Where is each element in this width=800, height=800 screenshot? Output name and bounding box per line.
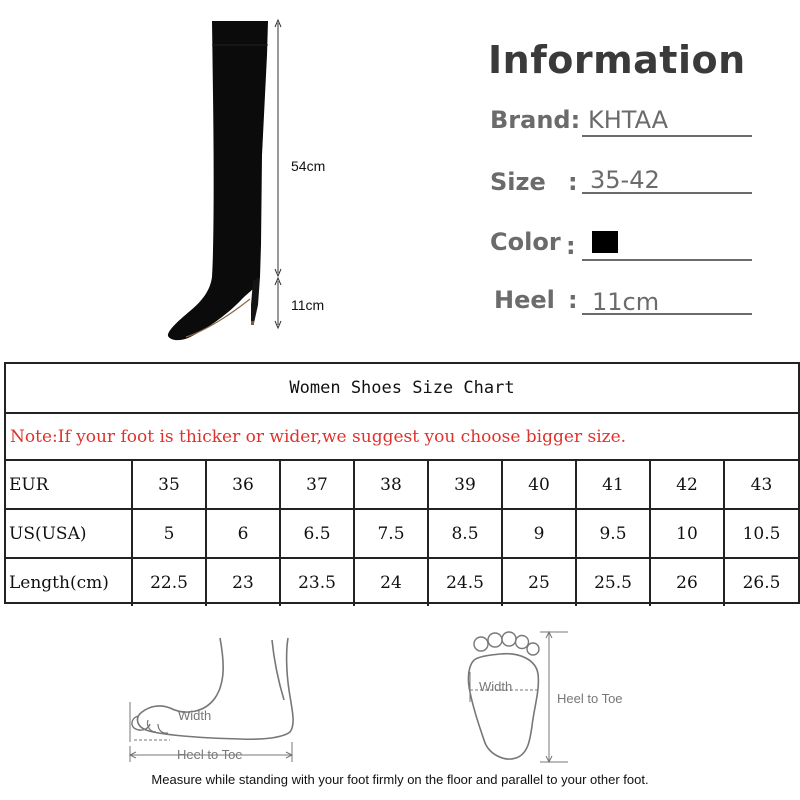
information-title: Information bbox=[488, 38, 746, 82]
table-cell: 9.5 bbox=[576, 509, 650, 558]
table-cell: 24 bbox=[354, 558, 428, 606]
sole-width-label: Width bbox=[479, 679, 513, 694]
measurement-instruction: Measure while standing with your foot firmly on the floor and parallel to your other foot. bbox=[151, 772, 649, 787]
row-header: Length(cm) bbox=[6, 558, 132, 606]
size-value: 35-42 bbox=[590, 166, 660, 194]
table-cell: 26.5 bbox=[724, 558, 798, 606]
information-panel bbox=[488, 36, 788, 336]
table-cell: 10 bbox=[650, 509, 724, 558]
heel-underline bbox=[582, 313, 752, 315]
over-knee-boot-illustration bbox=[150, 15, 370, 345]
table-cell: 22.5 bbox=[132, 558, 206, 606]
foot-side-view-icon bbox=[0, 620, 800, 770]
table-row-length bbox=[6, 558, 798, 606]
table-cell: 26 bbox=[650, 558, 724, 606]
heel-colon: : bbox=[568, 286, 578, 314]
row-header: EUR bbox=[6, 461, 132, 509]
table-cell: 36 bbox=[206, 461, 280, 509]
size-colon: : bbox=[568, 168, 578, 196]
row-header: US(USA) bbox=[6, 509, 132, 558]
table-row-eur bbox=[6, 461, 798, 509]
table-cell: 38 bbox=[354, 461, 428, 509]
table-cell: 8.5 bbox=[428, 509, 502, 558]
boot-product-image bbox=[150, 15, 370, 345]
table-cell: 9 bbox=[502, 509, 576, 558]
info-row-color bbox=[488, 226, 788, 266]
table-cell: 39 bbox=[428, 461, 502, 509]
table-cell: 10.5 bbox=[724, 509, 798, 558]
size-chart bbox=[4, 362, 800, 604]
brand-label: Brand: bbox=[490, 106, 581, 134]
table-cell: 43 bbox=[724, 461, 798, 509]
sole-heel-to-toe-label: Heel to Toe bbox=[557, 691, 623, 706]
info-row-heel bbox=[488, 286, 788, 326]
table-cell: 6.5 bbox=[280, 509, 354, 558]
heel-value: 11cm bbox=[592, 288, 660, 316]
table-cell: 37 bbox=[280, 461, 354, 509]
color-label: Color bbox=[490, 228, 561, 256]
heel-label: Heel bbox=[494, 286, 555, 314]
table-cell: 35 bbox=[132, 461, 206, 509]
table-cell: 7.5 bbox=[354, 509, 428, 558]
size-chart-title: Women Shoes Size Chart bbox=[6, 364, 798, 414]
table-cell: 5 bbox=[132, 509, 206, 558]
brand-value: KHTAA bbox=[588, 106, 669, 134]
color-swatch bbox=[592, 231, 618, 253]
brand-underline bbox=[582, 135, 752, 137]
table-cell: 41 bbox=[576, 461, 650, 509]
side-width-label: Width bbox=[178, 708, 212, 723]
table-cell: 23 bbox=[206, 558, 280, 606]
info-row-size bbox=[488, 166, 788, 206]
table-cell: 40 bbox=[502, 461, 576, 509]
heel-height-label: 11cm bbox=[291, 297, 325, 313]
size-label: Size bbox=[490, 168, 546, 196]
color-colon: : bbox=[566, 232, 576, 260]
table-cell: 6 bbox=[206, 509, 280, 558]
table-cell: 25.5 bbox=[576, 558, 650, 606]
color-underline bbox=[582, 259, 752, 261]
size-chart-note: Note:If your foot is thicker or wider,we suggest you choose bigger size. bbox=[6, 414, 798, 461]
shaft-height-label: 54cm bbox=[291, 158, 326, 174]
table-cell: 42 bbox=[650, 461, 724, 509]
table-cell: 24.5 bbox=[428, 558, 502, 606]
size-table bbox=[6, 461, 798, 606]
size-underline bbox=[582, 192, 752, 194]
table-row-us bbox=[6, 509, 798, 558]
table-cell: 25 bbox=[502, 558, 576, 606]
table-cell: 23.5 bbox=[280, 558, 354, 606]
side-heel-to-toe-label: Heel to Toe bbox=[177, 747, 243, 762]
info-row-brand bbox=[488, 106, 788, 146]
